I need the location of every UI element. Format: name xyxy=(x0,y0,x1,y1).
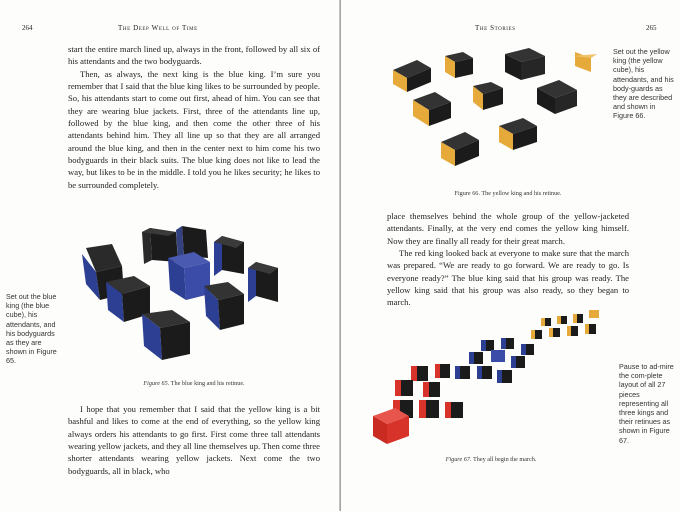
block-black xyxy=(499,118,537,150)
page-number-right: 265 xyxy=(646,24,657,32)
figure-66-caption: Figure 66. The yellow king and his retinue. xyxy=(454,190,562,197)
block-black xyxy=(441,132,479,166)
block-black xyxy=(505,48,545,80)
block-red xyxy=(445,402,463,418)
block-blue xyxy=(469,352,483,364)
block-black xyxy=(204,282,244,330)
side-note-right-bottom: Pause to ad-mire the com-plete layout of all 27 pieces representing all three kings and their retinues as shown in Figure 67. xyxy=(619,362,674,445)
paragraph: place themselves behind the whole group of the yellow-jacketed attendants. Finally, at the very end comes the yellow king himself. Now they are finally all ready for their great march. xyxy=(387,211,629,246)
block-red xyxy=(419,400,439,418)
block-blue xyxy=(511,356,525,368)
block-yellow xyxy=(573,314,583,323)
block-black xyxy=(413,92,451,126)
block-blue xyxy=(477,366,492,379)
paragraph: I hope that you remember that I said that the yellow king is a bit bashful and likes to come at the end of everything, so the yellow king always orders his attendants to go first. First come three tall attendants wearing yellow jackets, and they all line themselves up. Then come three shorter attendants wearing yellow jackets. Next come the two bodyguards, all in black, who xyxy=(68,404,320,476)
block-yellow xyxy=(549,328,560,337)
paragraph: The red king looked back at everyone to make sure that the march was prepared. “We are ready to go forward. We are ready to go. Is everyone ready?” The blue king said that his group was ready. The yellow king said that his group was also ready, so they began to march. xyxy=(387,248,629,308)
figure-caption-text: They all begin the march. xyxy=(472,456,537,463)
left-body-bottom xyxy=(68,403,320,477)
block-blue xyxy=(497,370,512,383)
block-red xyxy=(411,366,428,381)
block-red xyxy=(435,364,450,378)
block-yellow xyxy=(541,318,551,326)
block-yellow xyxy=(557,316,567,324)
figure-65-image xyxy=(72,222,312,382)
block-yellow xyxy=(531,330,542,339)
block-black xyxy=(393,60,431,92)
block-black xyxy=(248,262,278,302)
running-head-right: The Stories xyxy=(475,24,516,32)
figure-label: Figure 65. xyxy=(143,380,170,387)
block-blue xyxy=(455,366,470,379)
block-black xyxy=(142,310,190,360)
block-black xyxy=(445,52,473,78)
figure-label: Figure 67. xyxy=(445,456,472,463)
page-number-left: 264 xyxy=(22,24,33,32)
figure-caption-text: The blue king and his retinue. xyxy=(170,380,245,387)
side-note-left: Set out the blue king (the blue cube), his attendants, and his bodyguards as they are shown in Figure 65. xyxy=(6,292,57,366)
block-black xyxy=(473,82,503,110)
block-black xyxy=(214,236,244,276)
figure-67-caption xyxy=(401,456,581,463)
block-yellow xyxy=(585,324,596,334)
paragraph: Then, as always, the next king is the blue king. I’m sure you remember that I said that the blue king likes to be surrounded by people. So, his attendants start to come out first, ahead of him. You can see that they are wearing blue jackets. First, three of the attendants line up, followed by the blue king, and then come the other three of his attendants behind him. They all line up so that they are all arranged around the blue king, and then in the center next to him come his two bodyguards in their black suits. The blue king does not like to lead the way, but likes to be in the middle. I told you he likes security; he likes to be surrounded completely. xyxy=(68,68,320,190)
figure-65-caption xyxy=(68,380,320,387)
block-yellow xyxy=(567,326,578,336)
right-page xyxy=(341,0,680,511)
running-head-left: The Deep Well of Time xyxy=(118,24,198,32)
left-body-top xyxy=(68,43,320,191)
block-blue xyxy=(501,338,514,349)
block-blue xyxy=(521,344,534,355)
red-king-cube xyxy=(373,408,409,444)
block-blue xyxy=(481,340,494,351)
block-red xyxy=(423,382,440,397)
block-black xyxy=(537,80,577,114)
paragraph: start the entire march lined up, always in the front, followed by all six of his attendants and the two bodyguards. xyxy=(68,44,320,67)
side-note-right-top: Set out the yellow king (the yellow cube), his attendants, and his body-guards as they are described and shown in Figure 66. xyxy=(613,47,674,121)
figure-66-image xyxy=(387,46,587,176)
blue-king-cube xyxy=(491,350,505,362)
block-yellow xyxy=(589,310,599,318)
blue-king-cube xyxy=(168,252,210,300)
block-red xyxy=(395,380,413,396)
yellow-king-cube xyxy=(573,52,597,72)
figure-67-image xyxy=(371,304,621,454)
right-body xyxy=(387,210,629,309)
